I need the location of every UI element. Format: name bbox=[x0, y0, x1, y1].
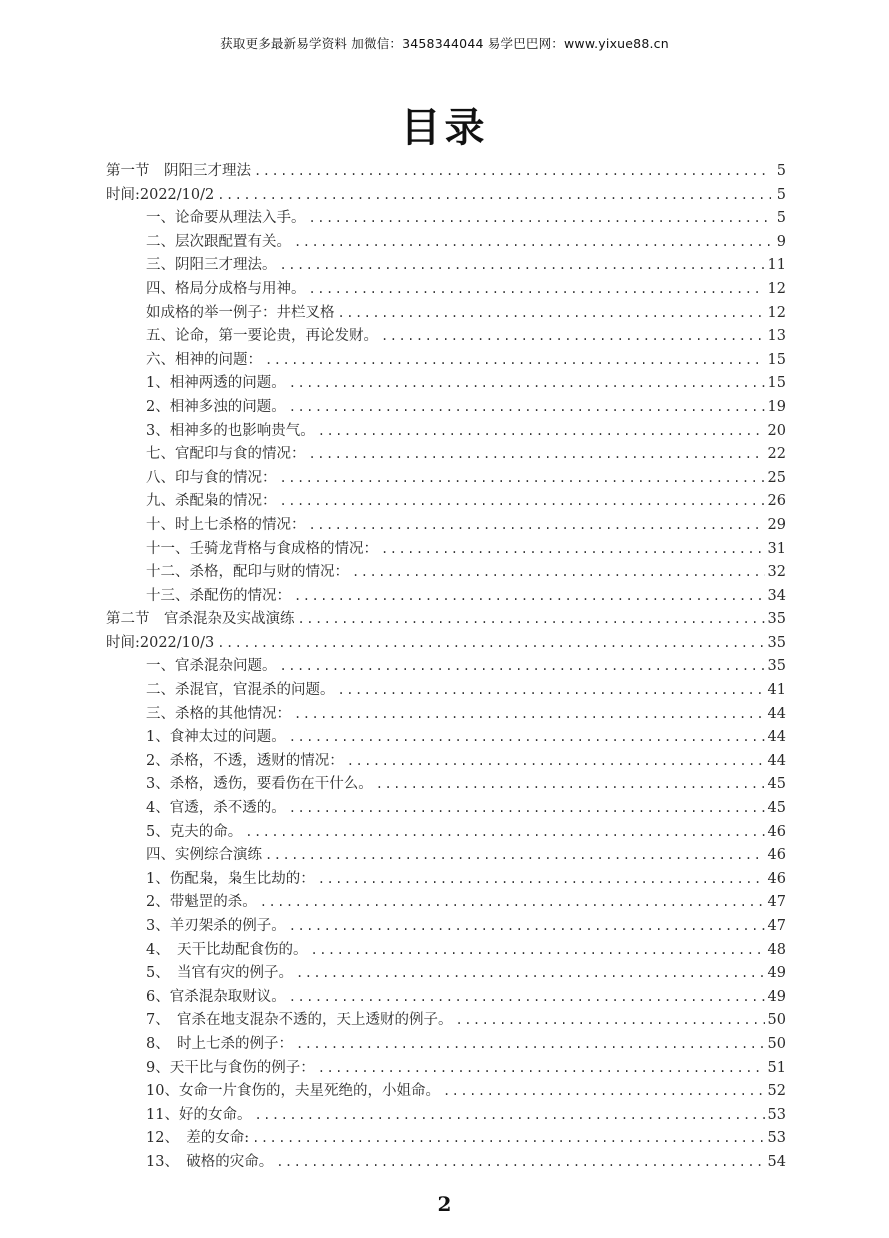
toc-entry-label: 11、好的女命。 bbox=[146, 1106, 252, 1123]
toc-entry-label: 四、格局分成格与用神。 bbox=[146, 280, 306, 297]
table-of-contents bbox=[106, 160, 786, 1175]
dot-leader bbox=[347, 750, 765, 774]
dot-leader bbox=[294, 703, 765, 727]
toc-entry-label: 6、官杀混杂取财议。 bbox=[146, 988, 286, 1005]
toc-entry-page: 54 bbox=[767, 1153, 786, 1170]
toc-entry-label: 5、 当官有灾的例子。 bbox=[146, 965, 293, 982]
toc-entry[interactable] bbox=[106, 962, 786, 986]
toc-entry-label: 十三、杀配伤的情况： bbox=[146, 587, 291, 604]
toc-entry-page: 47 bbox=[767, 894, 786, 911]
toc-entry-page: 5 bbox=[776, 163, 786, 179]
toc-entry-page: 41 bbox=[767, 682, 786, 699]
toc-entry[interactable] bbox=[106, 1127, 786, 1151]
dot-leader bbox=[309, 443, 765, 467]
toc-entry-page: 12 bbox=[767, 280, 786, 297]
toc-entry-page: 45 bbox=[767, 776, 786, 793]
dot-leader bbox=[443, 1080, 765, 1104]
dot-leader bbox=[260, 891, 765, 915]
dot-leader bbox=[381, 325, 765, 349]
toc-entry[interactable] bbox=[106, 726, 786, 750]
dot-leader bbox=[289, 726, 765, 750]
toc-entry-label: 4、官透，杀不透的。 bbox=[146, 800, 286, 817]
toc-entry[interactable] bbox=[106, 302, 786, 326]
toc-entry-label: 时间:2022/10/2 bbox=[106, 186, 215, 203]
toc-entry-label: 2、杀格，不透，透财的情况： bbox=[146, 752, 344, 769]
toc-entry[interactable] bbox=[106, 844, 786, 868]
toc-entry[interactable] bbox=[106, 1009, 786, 1033]
toc-entry-page: 5 bbox=[776, 186, 786, 203]
toc-entry-page: 15 bbox=[767, 351, 786, 368]
dot-leader bbox=[254, 1104, 764, 1128]
toc-entry[interactable] bbox=[106, 750, 786, 774]
toc-entry-page: 50 bbox=[767, 1012, 786, 1029]
toc-entry-page: 47 bbox=[767, 918, 786, 934]
toc-entry[interactable] bbox=[106, 1033, 786, 1057]
toc-entry-page: 35 bbox=[767, 634, 786, 651]
dot-leader bbox=[280, 655, 765, 679]
dot-leader bbox=[296, 962, 765, 986]
dot-leader bbox=[352, 561, 765, 585]
toc-entry-page: 46 bbox=[767, 870, 786, 887]
toc-entry-label: 1、伤配枭，枭生比劫的： bbox=[146, 870, 315, 887]
dot-leader bbox=[338, 302, 765, 326]
dot-leader bbox=[265, 844, 765, 868]
toc-entry-label: 三、杀格的其他情况： bbox=[146, 705, 291, 722]
toc-entry-label: 1、食神太过的问题。 bbox=[146, 729, 286, 746]
dot-leader bbox=[289, 915, 765, 939]
toc-entry[interactable] bbox=[106, 514, 786, 538]
toc-entry-label: 10、女命一片食伤的，夫星死绝的，小姐命。 bbox=[146, 1083, 440, 1100]
toc-entry-label: 六、相神的问题： bbox=[146, 351, 262, 368]
toc-entry[interactable] bbox=[106, 443, 786, 467]
toc-entry-label: 第二节 官杀混杂及实战演练 bbox=[106, 611, 295, 628]
header-banner: 获取更多最新易学资料 加微信：3458344044 易学巴巴网：www.yixue88.cn bbox=[220, 36, 669, 51]
toc-entry[interactable] bbox=[106, 821, 786, 845]
toc-entry[interactable] bbox=[106, 325, 786, 349]
toc-entry-page: 11 bbox=[767, 257, 786, 274]
toc-entry[interactable] bbox=[106, 1057, 786, 1081]
toc-entry[interactable] bbox=[106, 797, 786, 821]
toc-entry[interactable] bbox=[106, 939, 786, 963]
toc-entry-page: 29 bbox=[767, 516, 786, 533]
page-title: 目录 bbox=[400, 105, 489, 151]
toc-entry[interactable] bbox=[106, 1080, 786, 1104]
dot-leader bbox=[455, 1009, 764, 1033]
toc-entry-label: 八、印与食的情况： bbox=[146, 469, 277, 486]
dot-leader bbox=[276, 1151, 764, 1175]
toc-entry-page: 31 bbox=[767, 540, 786, 557]
toc-entry-label: 3、相神多的也影响贵气。 bbox=[146, 422, 315, 439]
toc-entry[interactable] bbox=[106, 420, 786, 444]
dot-leader bbox=[217, 632, 764, 656]
toc-entry-label: 一、论命要从理法入手。 bbox=[146, 210, 306, 227]
dot-leader bbox=[318, 420, 765, 444]
toc-entry-page: 46 bbox=[767, 823, 786, 840]
toc-entry-page: 5 bbox=[776, 210, 786, 227]
dot-leader bbox=[289, 396, 765, 420]
toc-section-entry[interactable] bbox=[106, 184, 786, 208]
toc-entry[interactable] bbox=[106, 1151, 786, 1175]
toc-entry-label: 12、 差的女命: bbox=[146, 1130, 250, 1147]
dot-leader bbox=[310, 939, 764, 963]
toc-entry[interactable] bbox=[106, 915, 786, 939]
toc-section-entry[interactable] bbox=[106, 608, 786, 632]
toc-section-entry[interactable] bbox=[106, 632, 786, 656]
toc-entry-label: 2、相神多浊的问题。 bbox=[146, 398, 286, 415]
dot-leader bbox=[289, 797, 765, 821]
toc-entry[interactable] bbox=[106, 467, 786, 491]
toc-entry-label: 四、实例综合演练 bbox=[146, 847, 262, 864]
toc-entry[interactable] bbox=[106, 372, 786, 396]
toc-entry-label: 如成格的举一例子：井栏叉格 bbox=[146, 304, 335, 321]
dot-leader bbox=[294, 585, 765, 609]
toc-entry-page: 49 bbox=[767, 988, 786, 1005]
toc-entry-page: 15 bbox=[767, 375, 786, 392]
toc-entry-label: 九、杀配枭的情况： bbox=[146, 493, 277, 510]
toc-entry[interactable] bbox=[106, 490, 786, 514]
toc-entry-page: 25 bbox=[767, 469, 786, 486]
toc-entry-label: 五、论命，第一要论贵，再论发财。 bbox=[146, 328, 378, 345]
toc-entry-page: 19 bbox=[767, 398, 786, 415]
toc-entry[interactable] bbox=[106, 703, 786, 727]
dot-leader bbox=[309, 514, 765, 538]
toc-entry-label: 4、 天干比劫配食伤的。 bbox=[146, 941, 308, 958]
toc-entry-label: 二、层次跟配置有关。 bbox=[146, 233, 291, 250]
toc-entry-page: 34 bbox=[767, 587, 786, 604]
toc-entry[interactable] bbox=[106, 679, 786, 703]
toc-entry[interactable] bbox=[106, 1104, 786, 1128]
dot-leader bbox=[338, 679, 765, 703]
toc-entry-page: 22 bbox=[767, 446, 786, 463]
toc-entry[interactable] bbox=[106, 207, 786, 231]
toc-entry-page: 50 bbox=[767, 1035, 786, 1052]
dot-leader bbox=[265, 349, 765, 373]
toc-entry-page: 45 bbox=[767, 800, 786, 817]
toc-entry-label: 3、杀格，透伤，要看伤在干什么。 bbox=[146, 776, 373, 793]
toc-entry-page: 53 bbox=[767, 1106, 786, 1123]
toc-entry[interactable] bbox=[106, 868, 786, 892]
dot-leader bbox=[289, 372, 765, 396]
page-number: 2 bbox=[437, 1192, 452, 1216]
toc-entry[interactable] bbox=[106, 986, 786, 1010]
toc-entry-label: 十、时上七杀格的情况： bbox=[146, 516, 306, 533]
toc-entry-label: 13、 破格的灾命。 bbox=[146, 1153, 274, 1170]
dot-leader bbox=[381, 538, 765, 562]
toc-entry-label: 3、羊刃架杀的例子。 bbox=[146, 918, 286, 934]
dot-leader bbox=[309, 207, 772, 231]
toc-entry-label: 5、克夫的命。 bbox=[146, 823, 243, 840]
dot-leader bbox=[280, 490, 765, 514]
toc-entry-page: 53 bbox=[767, 1130, 786, 1147]
toc-entry-label: 十二、杀格，配印与财的情况： bbox=[146, 564, 349, 581]
toc-entry[interactable] bbox=[106, 231, 786, 255]
dot-leader bbox=[376, 773, 765, 797]
toc-entry-label: 8、 时上七杀的例子： bbox=[146, 1035, 293, 1052]
toc-entry-label: 9、天干比与食伤的例子： bbox=[146, 1059, 315, 1076]
toc-entry-page: 35 bbox=[767, 658, 786, 675]
dot-leader bbox=[318, 868, 765, 892]
toc-entry-label: 7、 官杀在地支混杂不透的，天上透财的例子。 bbox=[146, 1012, 453, 1029]
toc-entry-page: 32 bbox=[767, 564, 786, 581]
toc-entry-page: 35 bbox=[767, 611, 786, 628]
toc-entry-page: 49 bbox=[767, 965, 786, 982]
dot-leader bbox=[309, 278, 765, 302]
toc-entry-label: 十一、壬骑龙背格与食成格的情况： bbox=[146, 540, 378, 557]
dot-leader bbox=[298, 608, 765, 632]
toc-entry[interactable] bbox=[106, 655, 786, 679]
toc-entry-page: 51 bbox=[767, 1059, 786, 1076]
toc-entry[interactable] bbox=[106, 585, 786, 609]
dot-leader bbox=[252, 1127, 764, 1151]
dot-leader bbox=[217, 184, 771, 208]
toc-entry-page: 52 bbox=[767, 1083, 786, 1100]
toc-entry-label: 三、阴阳三才理法。 bbox=[146, 257, 277, 274]
dot-leader bbox=[254, 160, 771, 184]
toc-entry[interactable] bbox=[106, 254, 786, 278]
toc-entry-label: 一、官杀混杂问题。 bbox=[146, 658, 277, 675]
toc-entry-label: 七、官配印与食的情况： bbox=[146, 446, 306, 463]
toc-entry-label: 1、相神两透的问题。 bbox=[146, 375, 286, 392]
toc-entry-page: 46 bbox=[767, 847, 786, 864]
dot-leader bbox=[280, 467, 765, 491]
toc-entry[interactable] bbox=[106, 561, 786, 585]
toc-entry-page: 12 bbox=[767, 304, 786, 321]
toc-entry-label: 时间:2022/10/3 bbox=[106, 634, 215, 651]
toc-entry[interactable] bbox=[106, 396, 786, 420]
dot-leader bbox=[280, 254, 765, 278]
toc-entry-page: 9 bbox=[776, 233, 786, 250]
toc-entry[interactable] bbox=[106, 349, 786, 373]
toc-entry[interactable] bbox=[106, 538, 786, 562]
dot-leader bbox=[245, 821, 764, 845]
toc-entry-page: 26 bbox=[767, 493, 786, 510]
dot-leader bbox=[294, 231, 771, 255]
toc-entry-label: 2、带魁罡的杀。 bbox=[146, 894, 257, 911]
toc-entry[interactable] bbox=[106, 278, 786, 302]
dot-leader bbox=[296, 1033, 765, 1057]
toc-entry-page: 48 bbox=[767, 941, 786, 958]
toc-entry[interactable] bbox=[106, 773, 786, 797]
dot-leader bbox=[318, 1057, 765, 1081]
toc-entry-page: 44 bbox=[767, 705, 786, 722]
toc-entry-label: 第一节 阴阳三才理法 bbox=[106, 163, 251, 179]
dot-leader bbox=[289, 986, 765, 1010]
toc-entry[interactable] bbox=[106, 891, 786, 915]
toc-entry-page: 44 bbox=[767, 752, 786, 769]
toc-entry-page: 13 bbox=[767, 328, 786, 345]
toc-entry-page: 44 bbox=[767, 729, 786, 746]
toc-section-entry[interactable] bbox=[106, 160, 786, 184]
toc-entry-label: 二、杀混官，官混杀的问题。 bbox=[146, 682, 335, 699]
toc-entry-page: 20 bbox=[767, 422, 786, 439]
